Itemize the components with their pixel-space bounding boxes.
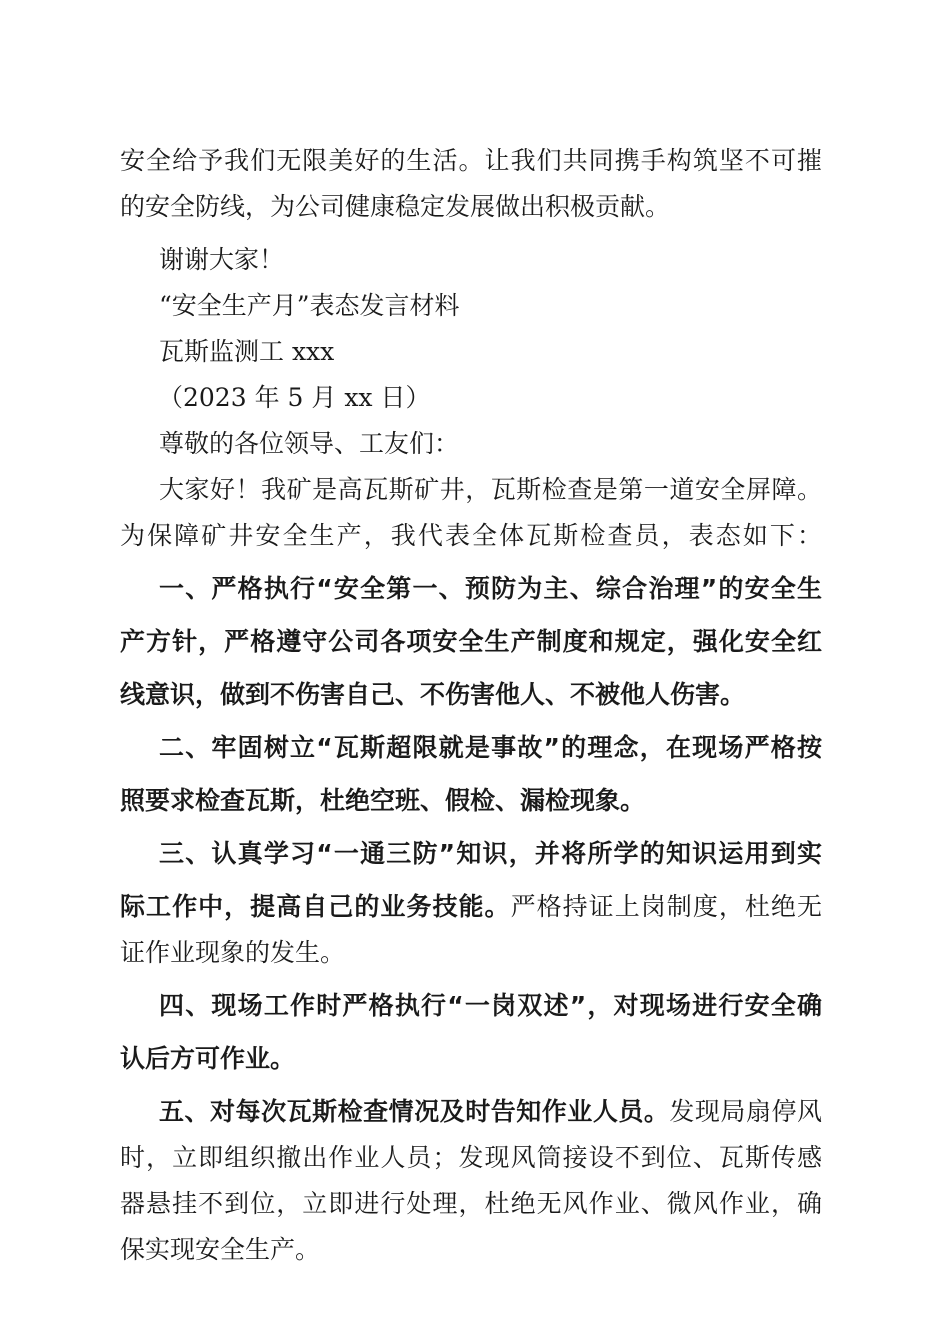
- item-1-line: 产方针，严格遵守公司各项安全生产制度和规定，强化安全红: [120, 627, 822, 656]
- intro-line: 为保障矿井安全生产，我代表全体瓦斯检查员，表态如下：: [120, 521, 822, 550]
- item-5-line: 时，立即组织撤出作业人员；发现风筒接设不到位、瓦斯传感: [120, 1143, 822, 1172]
- item-4-line: 四、现场工作时严格执行“一岗双述”，对现场进行安全确: [159, 991, 822, 1020]
- document-page: [120, 138, 822, 1273]
- paragraph-line: 安全给予我们无限美好的生活。让我们共同携手构筑坚不可摧: [120, 146, 822, 175]
- item-5-line: 器悬挂不到位，立即进行处理，杜绝无风作业、微风作业，确: [120, 1189, 822, 1218]
- item-3-regular-text: 严格持证上岗制度，杜绝无: [510, 892, 822, 921]
- item-3-line: 证作业现象的发生。: [120, 938, 346, 967]
- item-5-line: [120, 1089, 822, 1135]
- item-5-line: 保实现安全生产。: [120, 1235, 321, 1264]
- speech-date: （2023 年 5 月 xx 日）: [158, 383, 431, 412]
- item-4-line: 认后方可作业。: [120, 1044, 296, 1073]
- thanks-line: 谢谢大家！: [159, 245, 285, 274]
- item-1-line: 线意识，做到不伤害自己、不伤害他人、不被他人伤害。: [120, 680, 746, 709]
- speech-author: 瓦斯监测工 xxx: [159, 337, 335, 366]
- intro-line: 大家好！我矿是高瓦斯矿井，瓦斯检查是第一道安全屏障。: [159, 475, 822, 504]
- item-2-line: 二、牢固树立“瓦斯超限就是事故”的理念，在现场严格按: [159, 733, 822, 762]
- item-1-line: 一、严格执行“安全第一、预防为主、综合治理”的安全生: [159, 574, 822, 603]
- item-5-regular-text: 发现局扇停风: [669, 1097, 822, 1126]
- item-3-bold-text: 际工作中，提高自己的业务技能。: [120, 892, 511, 921]
- salutation: 尊敬的各位领导、工友们：: [159, 429, 460, 458]
- item-3-line: [120, 884, 822, 930]
- item-5-bold-text: 五、对每次瓦斯检查情况及时告知作业人员。: [159, 1097, 670, 1126]
- item-3-line: 三、认真学习“一通三防”知识，并将所学的知识运用到实: [159, 839, 822, 868]
- item-2-line: 照要求检查瓦斯，杜绝空班、假检、漏检现象。: [120, 786, 646, 815]
- speech-title: “安全生产月”表态发言材料: [159, 291, 460, 320]
- paragraph-line: 的安全防线，为公司健康稳定发展做出积极贡献。: [120, 192, 671, 221]
